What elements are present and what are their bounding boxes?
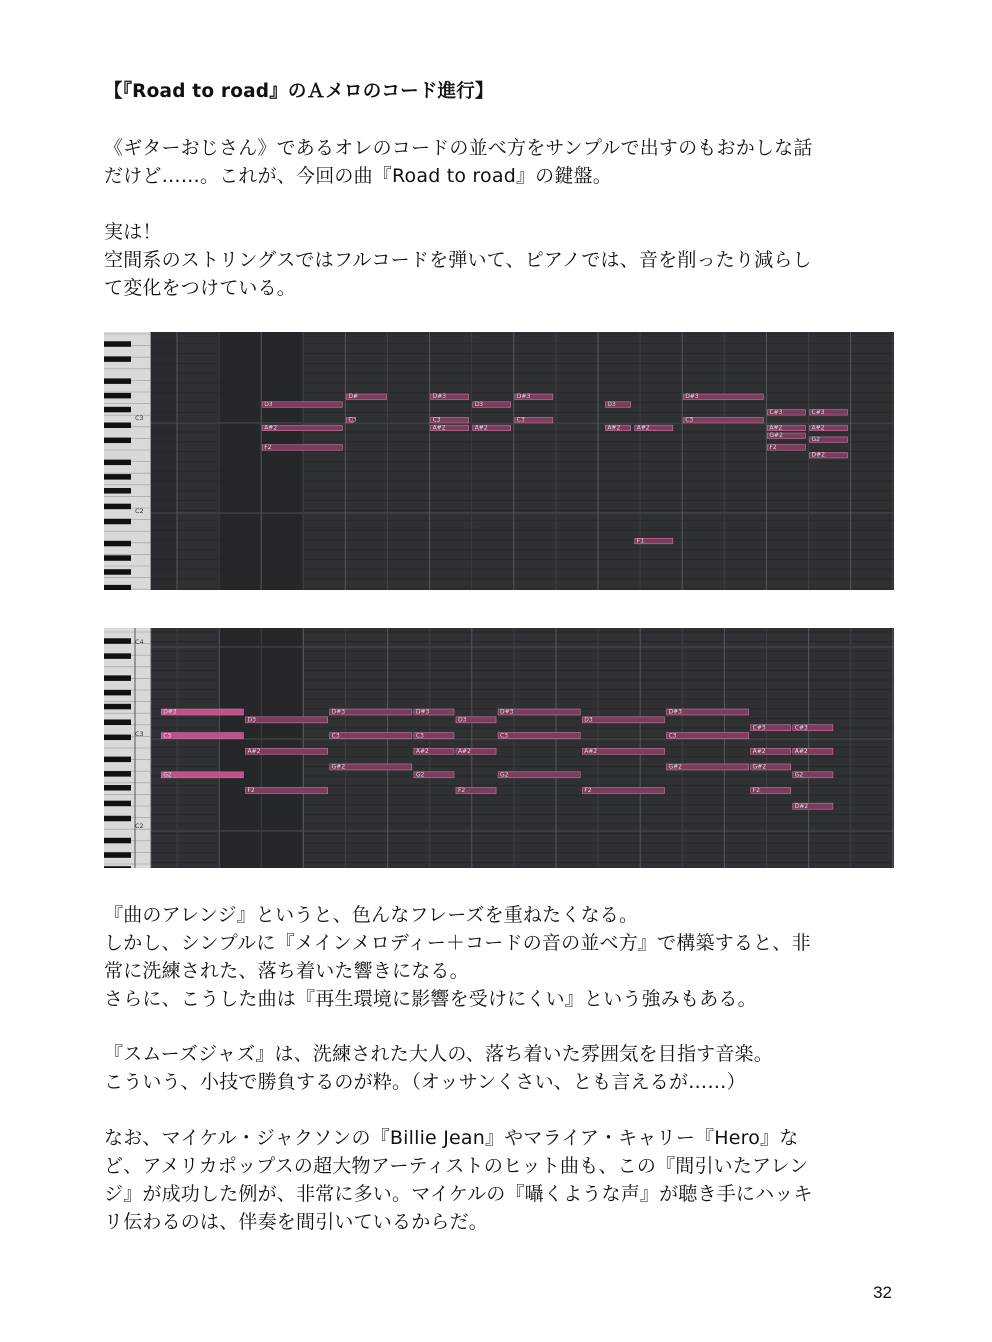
note — [262, 445, 342, 451]
piano-roll-2-canvas — [104, 628, 894, 868]
note-label: C#3 — [794, 724, 808, 732]
note-label: A#2 — [636, 424, 650, 432]
black-key — [104, 675, 131, 681]
black-key — [104, 638, 131, 644]
note-label: G2 — [500, 771, 509, 779]
note-label: D#3 — [415, 708, 430, 716]
black-key — [104, 422, 131, 428]
note-label: G#2 — [769, 432, 783, 440]
section-heading: 【『Road to road』のＡメロのコード進行】 — [104, 81, 494, 102]
key-label: C3 — [135, 730, 144, 738]
black-key — [104, 704, 131, 710]
piano-roll-2 — [104, 628, 894, 868]
note-label: G2 — [163, 771, 172, 779]
black-key — [104, 719, 131, 725]
note — [498, 772, 580, 778]
black-key — [104, 866, 131, 868]
key-label: C4 — [135, 638, 144, 646]
note-label: A#2 — [811, 424, 825, 432]
note-label: D3 — [474, 401, 484, 408]
black-key — [104, 690, 131, 696]
key-label: C3 — [135, 414, 144, 422]
black-key — [104, 771, 131, 777]
black-key — [104, 474, 131, 480]
note-label: D#3 — [685, 393, 699, 401]
black-key — [104, 356, 131, 362]
note-label: A#2 — [247, 747, 261, 755]
note-label: F2 — [769, 443, 777, 451]
note-label: C3 — [348, 416, 357, 424]
note-label: D# — [348, 393, 359, 401]
black-key — [104, 653, 131, 659]
note-label: A#2 — [584, 747, 598, 755]
black-key — [104, 838, 131, 844]
note-label: C3 — [415, 732, 424, 740]
black-key — [104, 393, 131, 399]
key-label: C2 — [135, 822, 144, 830]
black-key — [104, 519, 131, 525]
note — [683, 417, 763, 423]
note-label: A#2 — [415, 747, 429, 755]
note-label: A#2 — [769, 424, 783, 432]
black-key — [104, 460, 131, 466]
note-label: C3 — [331, 732, 340, 740]
note-label: G2 — [415, 771, 425, 779]
note — [245, 788, 327, 794]
note-label: D#2 — [794, 802, 809, 810]
piano-roll-1-canvas — [104, 332, 894, 590]
key-label: C2 — [135, 507, 144, 515]
note-label: G2 — [794, 771, 804, 779]
note-label: D3 — [264, 401, 273, 408]
black-key — [104, 378, 131, 384]
note-label: C#3 — [769, 408, 783, 416]
black-key — [104, 488, 131, 494]
note-label: G2 — [811, 436, 820, 444]
black-key — [104, 504, 131, 510]
note-label: F2 — [752, 787, 760, 795]
note — [330, 733, 412, 739]
black-key — [104, 569, 131, 575]
black-key — [104, 438, 131, 444]
black-key — [104, 407, 131, 413]
note — [262, 402, 342, 408]
piano-roll-1 — [104, 332, 894, 590]
note-label: D#2 — [811, 451, 825, 459]
note-label: A#2 — [607, 424, 621, 432]
note-label: C3 — [500, 732, 509, 740]
note-label: F1 — [636, 537, 645, 545]
note-label: D3 — [247, 716, 256, 724]
note — [498, 733, 580, 739]
black-key — [104, 735, 131, 741]
note-label: D3 — [457, 716, 467, 724]
note-label: A#2 — [752, 747, 766, 755]
note-label: A#2 — [432, 424, 446, 432]
black-key — [104, 541, 131, 547]
note-label: G#2 — [331, 763, 346, 771]
paragraph-arrange: 『曲のアレンジ』というと、色んなフレーズを重ねたくなる。 しかし、シンプルに『メインメロディー＋コードの音の並べ方』で構築すると、非 常に洗練された、落ち着いた響きになる。 さらに、こうした曲は『再生環境に影響を受けにくい』という強みもある。 — [104, 904, 811, 1010]
note — [161, 772, 243, 778]
note-label: D3 — [607, 401, 616, 408]
note-label: C#3 — [811, 408, 825, 416]
black-key — [104, 801, 131, 807]
note-label: C3 — [163, 732, 172, 740]
black-key — [104, 585, 131, 590]
note-label: D#3 — [163, 708, 177, 716]
note-label: C3 — [685, 416, 694, 424]
note-label: A#2 — [264, 424, 278, 432]
page-number: 32 — [873, 1283, 892, 1302]
note — [666, 733, 748, 739]
note — [582, 788, 664, 794]
black-key — [104, 757, 131, 763]
note-label: C3 — [432, 416, 441, 424]
note-label: F2 — [584, 787, 592, 795]
black-key — [104, 341, 131, 347]
note-label: D#3 — [500, 708, 514, 716]
note-label: G#2 — [752, 763, 767, 771]
note-label: A#2 — [457, 747, 471, 755]
note-label: A#2 — [794, 747, 808, 755]
note-label: D#3 — [516, 393, 531, 401]
note-label: D#3 — [331, 708, 346, 716]
black-key — [104, 555, 131, 561]
note — [161, 733, 243, 739]
note-label: F2 — [457, 787, 466, 795]
paragraph-intro: 《ギターおじさん》であるオレのコードの並べ方をサンプルで出すのもおかしな話 だけど……。これが、今回の曲『Road to road』の鍵盤。 — [104, 137, 813, 187]
black-key — [104, 785, 131, 791]
black-key — [104, 852, 131, 858]
note — [245, 717, 327, 723]
note-label: D#3 — [432, 393, 447, 401]
note-label: C#3 — [752, 724, 766, 732]
note-label: F2 — [247, 787, 255, 795]
paragraph-smooth-jazz: 『スムーズジャズ』は、洗練された大人の、落ち着いた雰囲気を目指す音楽。 こういう、小技で勝負するのが粋。（オッサンくさい、とも言えるが……） — [104, 1043, 773, 1093]
paragraph-examples: なお、マイケル・ジャクソンの『Billie Jean』やマライア・キャリー『Hero』な ど、アメリカポップスの超大物アーティストのヒット曲も、この『間引いたアレン ジ』が成功した例が、非常に多い。マイケルの『囁くような声』が聴き手にハッキ リ伝わるのは、伴奏を間引いているからだ。 — [104, 1127, 813, 1233]
note-label: C3 — [668, 732, 677, 740]
note-label: G#2 — [668, 763, 682, 771]
note-label: A#2 — [474, 424, 488, 432]
black-key — [104, 816, 131, 822]
note-label: D#3 — [668, 708, 682, 716]
note-label: F2 — [264, 443, 272, 451]
note-label: C3 — [516, 416, 525, 424]
note-label: D3 — [584, 716, 593, 724]
paragraph-strings: 実は！ 空間系のストリングスではフルコードを弾いて、ピアノでは、音を削ったり減らし て変化をつけている。 — [104, 221, 812, 299]
note — [582, 717, 664, 723]
